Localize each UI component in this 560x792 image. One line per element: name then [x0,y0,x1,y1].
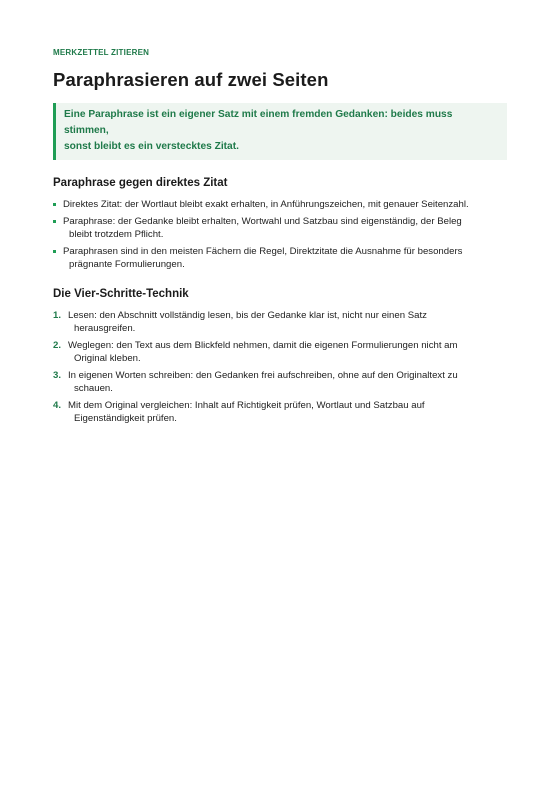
list-item-line-2: schauen. [74,383,113,394]
callout-text [64,107,499,155]
list-item [53,309,508,335]
list-item [53,399,508,425]
callout-line-2: sonst bleibt es ein verstecktes Zitat. [64,141,239,152]
list-item-line-1: Direktes Zitat: der Wortlaut bleibt exakt erhalten, in Anführungszeichen, mit genauer Seitenzahl. [63,199,469,210]
list-item-line-1: Paraphrasen sind in den meisten Fächern die Regel, Direktzitate die Ausnahme für besonders [63,246,463,257]
bullet-square-icon [53,250,56,253]
bullet-square-icon [53,220,56,223]
list-item-line-1: Weglegen: den Text aus dem Blickfeld nehmen, damit die eigenen Formulierungen nicht am [68,340,458,351]
step-number: 3. [53,370,62,381]
step-number: 2. [53,340,62,351]
list-item-line-2: herausgreifen. [74,323,136,334]
list-item [53,215,508,241]
step-number: 4. [53,400,62,411]
list-item [53,245,508,271]
callout-line-1: Eine Paraphrase ist ein eigener Satz mit einem fremden Gedanken: beides muss stimmen, [64,109,453,136]
section-heading-comparison: Paraphrase gegen direktes Zitat [53,177,228,189]
list-item-line-1: Lesen: den Abschnitt vollständig lesen, bis der Gedanke klar ist, nicht nur einen Satz [68,310,427,321]
list-item-line-1: In eigenen Worten schreiben: den Gedanken frei aufschreiben, ohne auf den Originaltext zu [68,370,458,381]
list-item [53,339,508,365]
section-heading-four-steps: Die Vier-Schritte-Technik [53,288,189,300]
list-item-line-1: Paraphrase: der Gedanke bleibt erhalten, Wortwahl und Satzbau sind eigenständig, der Beleg [63,216,462,227]
comparison-list [53,198,508,271]
list-item [53,369,508,395]
list-item-line-1: Mit dem Original vergleichen: Inhalt auf Richtigkeit prüfen, Wortlaut und Satzbau auf [68,400,425,411]
key-statement-callout [53,103,507,160]
step-number: 1. [53,310,62,321]
document-kicker: MERKZETTEL ZITIEREN [53,48,150,57]
list-item-line-2: Eigenständigkeit prüfen. [74,413,177,424]
bullet-square-icon [53,203,56,206]
list-item-line-2: Original kleben. [74,353,141,364]
page-title: Paraphrasieren auf zwei Seiten [53,69,329,90]
list-item-line-2: bleibt trotzdem Pflicht. [69,229,164,240]
list-item [53,198,508,211]
list-item-line-2: prägnante Formulierungen. [69,259,185,270]
four-steps-list [53,309,508,425]
